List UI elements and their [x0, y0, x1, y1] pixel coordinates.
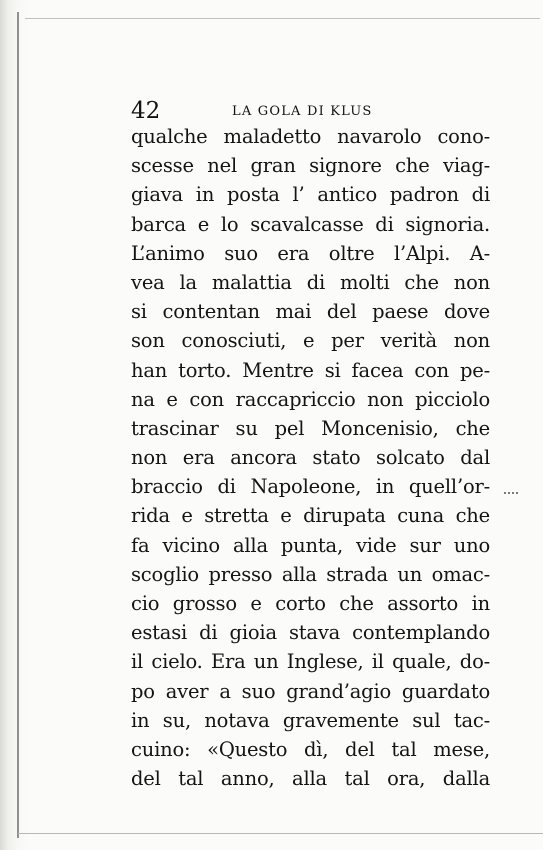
text-line: cio grosso e corto che assorto in	[131, 592, 490, 615]
text-line: il cielo. Era un Inglese, il quale, do-	[131, 650, 490, 674]
text-line: trascinar su pel Moncenisio, che	[131, 416, 490, 440]
text-line: si contentan mai del paese dove	[131, 300, 490, 324]
text-line: scesse nel gran signore che viag-	[131, 154, 490, 178]
text-line: L’animo suo era oltre l’Alpi. A-	[131, 241, 490, 265]
text-line: son conosciuti, e per verità non	[131, 329, 490, 353]
running-head: LA GOLA DI KLUS	[232, 104, 373, 119]
text-line: fa vicino alla punta, vide sur uno	[131, 533, 490, 557]
text-line: non era ancora stato solcato dal	[131, 446, 490, 470]
page-header	[131, 97, 431, 125]
binding-edge-line	[17, 12, 19, 838]
page-number: 42	[131, 98, 161, 124]
text-line: barca e lo scavalcasse di signoria.	[131, 212, 490, 236]
body-text	[131, 122, 490, 793]
text-line: qualche maladetto navarolo cono-	[131, 125, 490, 148]
text-line: del tal anno, alla tal ora, dalla	[131, 767, 490, 791]
text-line: rida e stretta e dirupata cuna che	[131, 504, 490, 528]
text-line: cuino: «Questo dì, del tal mese,	[131, 737, 490, 761]
text-line: na e con raccapriccio non picciolo	[131, 387, 490, 411]
text-line: vea la malattia di molti che non	[131, 270, 490, 294]
ink-speck	[504, 492, 518, 500]
bottom-page-edge	[18, 833, 543, 834]
text-line: scoglio presso alla strada un omac-	[131, 562, 490, 586]
text-line: giava in posta l’ antico padron di	[131, 183, 490, 207]
text-line: in su, notava gravemente sul tac-	[131, 708, 490, 732]
page-binding-shadow	[0, 0, 30, 850]
text-line: po aver a suo grand’agio guardato	[131, 679, 490, 703]
text-line: han torto. Mentre si facea con pe-	[131, 358, 490, 382]
text-line: braccio di Napoleone, in quell’or-	[131, 475, 490, 499]
top-page-edge	[25, 8, 540, 19]
text-line: estasi di gioia stava contemplando	[131, 621, 490, 645]
